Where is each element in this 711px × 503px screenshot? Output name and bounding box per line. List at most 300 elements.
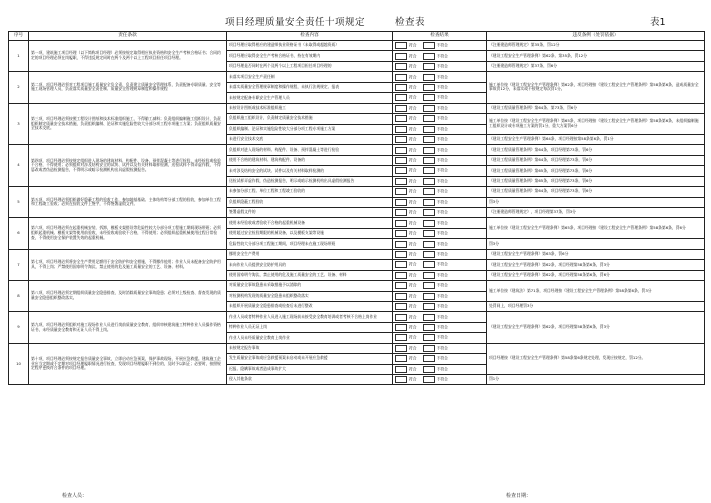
checkbox[interactable] [423,334,435,341]
result-option-label: 符合 [409,376,417,382]
result-cell [393,145,487,155]
check-item: 侵入其他条款 [227,375,393,385]
result-option-label: 不符合 [436,334,448,340]
penalty-basis: 《建设工程质量管理条例》第64条，项目经理第73条，罚6分 [487,145,705,155]
result-cell [393,124,487,134]
result-cell [393,114,487,124]
checkbox[interactable] [423,355,435,362]
checkbox[interactable] [395,136,407,143]
result-pass-option[interactable] [395,157,417,164]
result-pass-option[interactable] [395,314,417,321]
result-option-label: 符合 [409,199,417,205]
result-fail-option[interactable] [423,303,448,310]
penalty-basis: 《建设工程质量管理条例》第65条，项目经理第73条，罚6分 [487,166,705,176]
result-option-label: 符合 [409,105,417,111]
penalty-basis: 《注册建造师管理规定》第35条，罚12分 [487,41,705,51]
result-fail-option[interactable] [423,74,448,81]
result-option-label: 不符合 [436,94,448,100]
result-fail-option[interactable] [423,293,448,300]
penalty-basis: 《建设工程质量管理条例》第64条，项目经理第73条，罚6分 [487,187,705,197]
checkbox[interactable] [395,94,407,101]
checkbox[interactable] [423,94,435,101]
check-item: 作业人员未经质量安全教育上岗作业 [227,333,393,343]
result-option-label: 不符合 [436,241,448,247]
result-cell [393,375,487,385]
result-fail-option[interactable] [423,157,448,164]
check-item: 使用国家明令淘汰、禁止使用的危及施工质量安全的工艺、设备、材料 [227,270,393,280]
result-fail-option[interactable] [423,261,448,268]
header-requirement: 责任条款 [29,32,227,41]
result-option-label: 不符合 [436,188,448,194]
result-option-label: 符合 [409,147,417,153]
check-item: 未参加分部工程、单位工程和工程竣工验收的 [227,187,393,197]
result-option-label: 符合 [409,303,417,309]
requirement-text: 第八项，项目经理必须定期组织质量安全隐患排查，及时消除质量安全事故隐患；必须对上级检查、督查发现的质量安全隐患组织整改落实。 [29,281,227,312]
result-pass-option[interactable] [395,126,417,133]
checkbox[interactable] [395,272,407,279]
checkbox[interactable] [395,42,407,49]
result-option-label: 不符合 [436,293,448,299]
result-option-label: 不符合 [436,366,448,372]
result-option-label: 不符合 [436,230,448,236]
result-cell [393,103,487,113]
result-fail-option[interactable] [423,251,448,258]
result-cell [393,93,487,103]
check-item: 迟报、隐瞒事故或者造成事故扩大 [227,364,393,374]
result-option-label: 不符合 [436,345,448,351]
result-fail-option[interactable] [423,178,448,185]
check-item: 项目经理应取得相应的建造师执业资格证书（未取得或超越资质） [227,41,393,51]
result-cell [393,354,487,364]
result-fail-option[interactable] [423,84,448,91]
result-pass-option[interactable] [395,94,417,101]
result-option-label: 符合 [409,53,417,59]
checkbox[interactable] [423,105,435,112]
result-option-label: 符合 [409,220,417,226]
result-pass-option[interactable] [395,84,417,91]
checkbox[interactable] [423,188,435,195]
table-row [9,281,705,291]
checkbox[interactable] [423,167,435,174]
checkbox[interactable] [395,209,407,216]
result-fail-option[interactable] [423,282,448,289]
penalty-basis: 罚3分 [487,197,705,207]
result-fail-option[interactable] [423,188,448,195]
result-option-label: 不符合 [436,74,448,80]
checkbox[interactable] [395,261,407,268]
title-sub: 检查表 [395,17,426,28]
penalty-basis: 《建设工程安全生产管理条例》第62条，项目经理第58条第6条，罚3分 [487,260,705,270]
requirement-text: 第十项，项目经理必须按规定报告质量安全事故，立即启动应急预案，保护事故现场，开展应急救援。建筑施工企业应当定期或不定期对项目经理履职情况进行检查，发现项目经理履职不到位的，及时予以纠正；必要时，按照规定程序更换符合条件的项目经理。 [29,343,227,385]
result-fail-option[interactable] [423,345,448,352]
penalty-basis: 《建设工程安全生产管理条例》第63条，罚6分 [487,249,705,259]
result-option-label: 不符合 [436,272,448,278]
result-cell [393,364,487,374]
checkbox[interactable] [423,293,435,300]
result-fail-option[interactable] [423,94,448,101]
result-option-label: 符合 [409,63,417,69]
checkbox[interactable] [395,126,407,133]
table-row [9,187,705,197]
result-option-label: 符合 [409,84,417,90]
result-option-label: 不符合 [436,105,448,111]
requirement-text: 第一项，建筑施工项目经理（以下简称项目经理）必须按规定取得相应执业资格和安全生产考核合格证书；合同约定的项目经理必须在岗履职，不得违反规定同时在两个及两个以上工程项目担任项目经理。 [29,41,227,72]
result-pass-option[interactable] [395,42,417,49]
checkbox[interactable] [395,105,407,112]
result-pass-option[interactable] [395,376,417,383]
page-title [0,14,650,28]
result-cell [393,187,487,197]
result-cell [393,134,487,144]
check-item: 负组织施工组织设计，负责制定质量安全技术措施 [227,114,393,124]
result-option-label: 符合 [409,314,417,320]
checkbox[interactable] [423,157,435,164]
result-pass-option[interactable] [395,115,417,122]
result-fail-option[interactable] [423,42,448,49]
result-option-label: 不符合 [436,376,448,382]
result-pass-option[interactable] [395,188,417,195]
result-option-label: 不符合 [436,126,448,132]
result-pass-option[interactable] [395,272,417,279]
row-number: 8 [9,281,29,312]
penalty-basis: 《建设工程质量管理条例》第64条，项目经理第73条，罚6分 [487,155,705,165]
result-cell [393,312,487,322]
result-cell [393,281,487,291]
result-cell [393,343,487,353]
result-pass-option[interactable] [395,261,417,268]
result-pass-option[interactable] [395,209,417,216]
check-item: 负组织编制、论证和实施危险性较大分部分项工程专项施工方案 [227,124,393,134]
checkbox[interactable] [423,272,435,279]
table-number: 表1 [650,17,666,28]
check-item: 未按规定配备专职安全生产管理人员 [227,93,393,103]
result-pass-option[interactable] [395,230,417,237]
requirement-text: 第七项，项目经理必须将安全生产费用足额用于安全防护和安全措施，不得挪作他用；作业人员未配备安全防护用具，不得上岗；严禁使用国家明令淘汰、禁止使用的危及施工质量安全的工艺、设备、材料。 [29,249,227,280]
result-option-label: 符合 [409,115,417,121]
result-cell [393,197,487,207]
result-cell [393,228,487,238]
check-item: 使用超过安全检验期限的机械设备，以及模板支架等设施 [227,228,393,238]
result-option-label: 符合 [409,251,417,257]
table-row [9,218,705,228]
row-number: 4 [9,145,29,187]
table-row [9,145,705,155]
result-fail-option[interactable] [423,230,448,237]
result-option-label: 符合 [409,324,417,330]
result-fail-option[interactable] [423,272,448,279]
checkbox[interactable] [395,324,407,331]
penalty-basis: 《建设工程安全生产管理条例》第62条、第35条，罚12分 [487,51,705,61]
result-cell [393,51,487,61]
result-pass-option[interactable] [395,334,417,341]
check-item: 未对涉及结构安全的试块、试件以及有关材料取样检测的 [227,166,393,176]
row-number: 9 [9,312,29,343]
penalty-basis: 《注册建造师管理规定》，项目经理第37条，罚3分 [487,208,705,218]
result-fail-option[interactable] [423,126,448,133]
result-option-label: 不符合 [436,251,448,257]
check-item: 使用未经验收或者验收不合格的起重机械设备 [227,218,393,228]
result-cell [393,333,487,343]
checkbox[interactable] [395,345,407,352]
result-pass-option[interactable] [395,366,417,373]
result-option-label: 符合 [409,209,417,215]
checkbox[interactable] [395,178,407,185]
result-fail-option[interactable] [423,334,448,341]
penalty-basis: 施工单位按《建筑法》第71条，项目经理按《建设工程安全生产管理条例》第58条第6条，罚3分 [487,281,705,302]
checkbox[interactable] [423,209,435,216]
table-row [9,41,705,51]
checkbox[interactable] [395,366,407,373]
result-option-label: 不符合 [436,324,448,330]
checkbox[interactable] [395,167,407,174]
penalty-basis: 罚1分 [487,375,705,385]
penalty-basis: 项目经理按《建设工程安全生产管理条例》第58条第6条规定处理，发现应按规定，罚12分。 [487,343,705,374]
checkbox[interactable] [395,293,407,300]
result-pass-option[interactable] [395,63,417,70]
checkbox[interactable] [395,199,407,206]
result-fail-option[interactable] [423,105,448,112]
checkbox[interactable] [423,324,435,331]
result-option-label: 符合 [409,94,417,100]
result-option-label: 不符合 [436,282,448,288]
checkbox[interactable] [395,84,407,91]
header-no: 序号 [9,32,29,41]
result-fail-option[interactable] [423,136,448,143]
result-option-label: 不符合 [436,136,448,142]
result-cell [393,260,487,270]
result-option-label: 符合 [409,178,417,184]
result-option-label: 符合 [409,157,417,163]
check-item: 发生质量安全事故或应急救援预案未启动或未开展应急救援 [227,354,393,364]
check-item: 挪用安全生产费用 [227,249,393,259]
penalty-basis: 处罚同上，项目经理罚3分 [487,301,705,311]
checkbox[interactable] [423,199,435,206]
penalty-basis: 《建设工程安全生产管理条例》第62条，项目经理第58条第6条，罚3分 [487,312,705,343]
result-fail-option[interactable] [423,324,448,331]
checkbox[interactable] [423,230,435,237]
check-item: 项目经理应取得安全生产考核合格证书，持在有效期内 [227,51,393,61]
result-fail-option[interactable] [423,147,448,154]
result-cell [393,72,487,82]
result-option-label: 不符合 [436,303,448,309]
result-pass-option[interactable] [395,355,417,362]
result-option-label: 不符合 [436,355,448,361]
header-result: 检查结果 [393,32,487,41]
result-fail-option[interactable] [423,167,448,174]
penalty-basis: 施工单位按《建设工程安全生产管理条例》第62条，项目经理按《建设工程安全生产管理条例》第58条第6条，造成质量安全事故罚12分，未落实或不按规定每次罚1分。 [487,72,705,103]
checkbox[interactable] [423,115,435,122]
checkbox[interactable] [423,314,435,321]
checkbox[interactable] [423,42,435,49]
checkbox[interactable] [423,251,435,258]
result-option-label: 不符合 [436,209,448,215]
result-option-label: 不符合 [436,42,448,48]
row-number: 2 [9,72,29,103]
checkbox[interactable] [423,220,435,227]
result-option-label: 不符合 [436,314,448,320]
result-pass-option[interactable] [395,147,417,154]
checklist-table [8,31,705,385]
result-option-label: 符合 [409,136,417,142]
result-fail-option[interactable] [423,220,448,227]
result-cell [393,176,487,186]
penalty-basis: 《建设工程质量管理条例》第64条、第73条，罚6分 [487,103,705,113]
result-option-label: 不符合 [436,261,448,267]
result-option-label: 不符合 [436,147,448,153]
table-row [9,343,705,353]
checkbox[interactable] [423,147,435,154]
checkbox[interactable] [423,63,435,70]
checkbox[interactable] [423,282,435,289]
result-option-label: 符合 [409,293,417,299]
result-pass-option[interactable] [395,167,417,174]
result-pass-option[interactable] [395,282,417,289]
checkbox[interactable] [423,136,435,143]
result-fail-option[interactable] [423,366,448,373]
check-item: 未组织开展质量安全隐患排查或检查后未进行整改 [227,301,393,311]
result-option-label: 不符合 [436,220,448,226]
checkbox[interactable] [395,282,407,289]
row-number: 6 [9,218,29,249]
result-fail-option[interactable] [423,115,448,122]
checkbox[interactable] [423,84,435,91]
result-option-label: 符合 [409,261,417,267]
requirement-text: 第九项，项目经理必须组织对施工现场作业人员进行岗前质量安全教育，组织审核建筑施工特种作业人员操作资格证书，未经质量安全教育和无证人员不得上岗。 [29,312,227,343]
result-cell [393,270,487,280]
result-pass-option[interactable] [395,345,417,352]
result-cell [393,239,487,249]
check-item: 对质量安全事故隐患未采取措施予以消除的 [227,281,393,291]
result-cell [393,291,487,301]
checkbox[interactable] [423,366,435,373]
result-option-label: 符合 [409,345,417,351]
result-fail-option[interactable] [423,355,448,362]
result-pass-option[interactable] [395,178,417,185]
result-cell [393,155,487,165]
result-option-label: 符合 [409,334,417,340]
result-option-label: 符合 [409,74,417,80]
result-cell [393,82,487,92]
result-option-label: 不符合 [436,167,448,173]
checkbox[interactable] [423,241,435,248]
check-item: 未进行安全技术交底 [227,134,393,144]
table-row [9,249,705,259]
checkbox[interactable] [395,314,407,321]
result-option-label: 不符合 [436,63,448,69]
check-item: 未落实质量安全管理规章制度和操作规程，未执行法规规定、报表 [227,82,393,92]
result-option-label: 符合 [409,126,417,132]
check-item: 项目经理是否同时在两个及两个以上工程项目担任项目经理的 [227,61,393,71]
checkbox[interactable] [395,53,407,60]
result-pass-option[interactable] [395,324,417,331]
check-item: 负组织对进入现场的材料、构配件、设备、预拌混凝土等进行检验 [227,145,393,155]
penalty-basis: 《建设工程安全生产管理条例》第64条，项目经理按第58条第6条，罚1分 [487,134,705,144]
penalty-basis: 《注册建造师管理规定》第37条，罚6分 [487,61,705,71]
checkbox[interactable] [395,115,407,122]
requirement-text: 第二项，项目经理必须对工程项目施工质量安全负全责，负责建立质量安全管理体系，负责配备专职质量、安全等施工现场管理人员，负责落实质量安全责任制、质量安全管理规章制度和操作规程 [29,72,227,103]
checkbox[interactable] [395,220,407,227]
table-row [9,72,705,82]
checkbox[interactable] [423,53,435,60]
result-pass-option[interactable] [395,251,417,258]
checkbox[interactable] [395,188,407,195]
checkbox[interactable] [395,230,407,237]
result-option-label: 符合 [409,272,417,278]
penalty-basis: 施工单位按《建设工程安全生产管理条例》第65条，项目经理按《建设工程安全生产管理条例》第58条第6条，罚6分 [487,218,705,239]
result-pass-option[interactable] [395,220,417,227]
result-option-label: 不符合 [436,199,448,205]
table-body [9,41,705,385]
result-option-label: 符合 [409,355,417,361]
checkbox[interactable] [423,345,435,352]
header-check-item: 检查内容 [227,32,393,41]
result-fail-option[interactable] [423,63,448,70]
penalty-basis: 《建设工程质量管理条例》第65条，项目经理第73条，罚6分 [487,176,705,186]
checkbox[interactable] [423,74,435,81]
result-pass-option[interactable] [395,136,417,143]
result-cell [393,208,487,218]
result-fail-option[interactable] [423,241,448,248]
checkbox[interactable] [395,334,407,341]
result-pass-option[interactable] [395,293,417,300]
checkbox[interactable] [395,63,407,70]
checkbox[interactable] [395,157,407,164]
check-item: 使用不合格的建筑材料、建筑构配件、设备的 [227,155,393,165]
result-pass-option[interactable] [395,53,417,60]
checkbox[interactable] [395,376,407,383]
result-pass-option[interactable] [395,303,417,310]
result-option-label: 不符合 [436,53,448,59]
requirement-text: 第六项，项目经理必须在起重机械安装、拆卸，模板支架搭设等危险性较大分部分项工程施工期间现场带班；必须组织起重机械、模板支架等使用前验收，未经验收或验收不合格，不得使用；必须组织起重机械使用过程日常检查，不得使用安全保护装置失效的起重机械。 [29,218,227,249]
checkbox[interactable] [423,178,435,185]
checkbox[interactable] [395,355,407,362]
result-pass-option[interactable] [395,241,417,248]
result-fail-option[interactable] [423,314,448,321]
result-fail-option[interactable] [423,199,448,206]
result-option-label: 不符合 [436,178,448,184]
result-fail-option[interactable] [423,53,448,60]
result-cell [393,61,487,71]
result-fail-option[interactable] [423,376,448,383]
result-pass-option[interactable] [395,105,417,112]
result-option-label: 不符合 [436,84,448,90]
checkbox[interactable] [395,303,407,310]
checkbox[interactable] [395,251,407,258]
result-fail-option[interactable] [423,209,448,216]
checkbox[interactable] [395,241,407,248]
check-item: 特种作业人员无证上岗 [227,322,393,332]
checkbox[interactable] [423,376,435,383]
result-pass-option[interactable] [395,74,417,81]
table-row [9,312,705,322]
table-header-row [9,32,705,41]
checkbox[interactable] [423,261,435,268]
checkbox[interactable] [423,126,435,133]
result-cell [393,301,487,311]
checkbox[interactable] [395,74,407,81]
result-pass-option[interactable] [395,199,417,206]
title-main: 项目经理质量安全责任十项规定 [224,17,365,28]
checkbox[interactable] [423,303,435,310]
result-option-label: 符合 [409,167,417,173]
check-item: 签署虚假文件的 [227,208,393,218]
result-option-label: 符合 [409,42,417,48]
result-option-label: 符合 [409,241,417,247]
check-item: 送检试样弄虚作假，伪造检测报告，明示或暗示检测机构出具虚假检测报告 [227,176,393,186]
checkbox[interactable] [395,147,407,154]
result-option-label: 不符合 [436,157,448,163]
header-penalty: 违反条例（处罚依据） [487,32,705,41]
